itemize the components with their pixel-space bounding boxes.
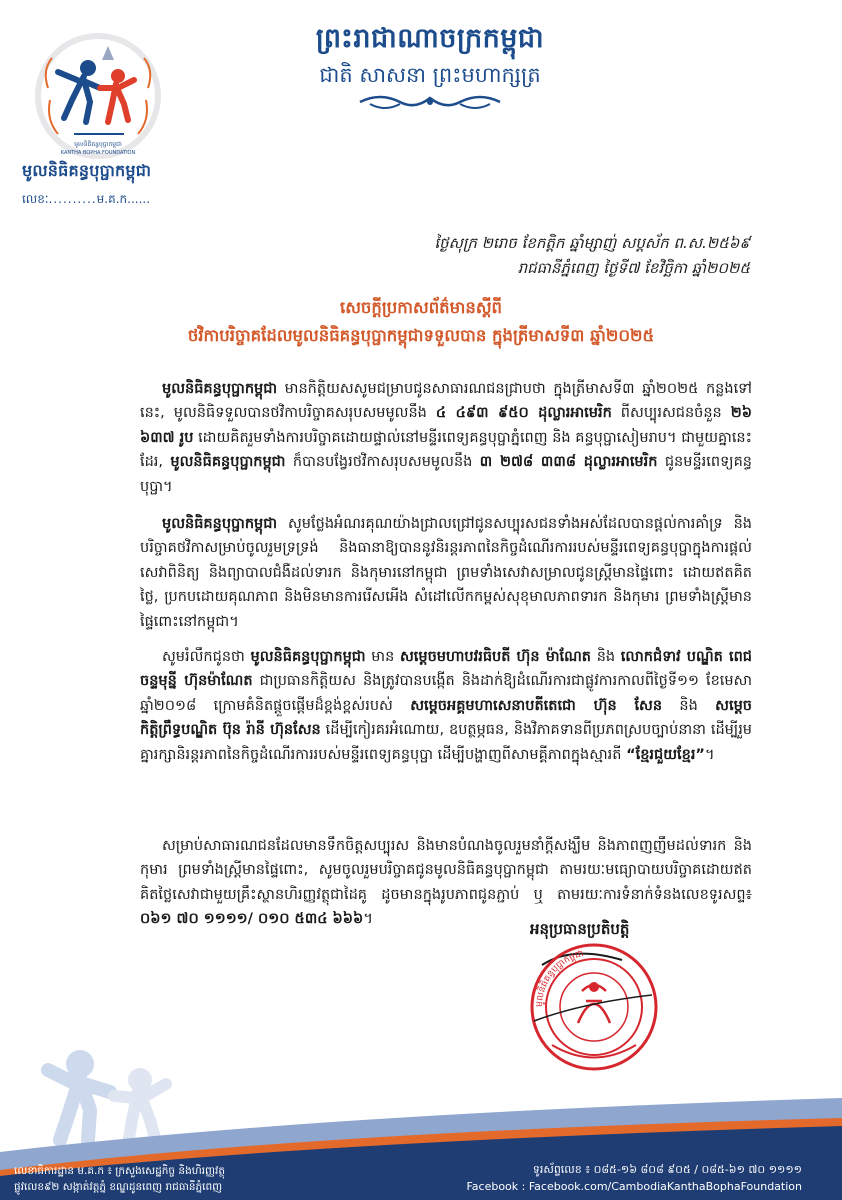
signatory-title: អនុប្រធានប្រតិបត្តិ (530, 920, 630, 938)
reference-label: លេខៈ (22, 192, 49, 206)
reference-number (22, 191, 222, 209)
lunar-date: ថ្ងៃសុក្រ ២រោច ខែកត្តិក ឆ្នាំម្សាញ់ សប្តស័ក ព.ស.២៥៦៩ (434, 234, 750, 252)
svg-text:KANTHA BOPHA FOUNDATION: KANTHA BOPHA FOUNDATION (60, 150, 136, 156)
svg-text:មូលនិធិគន្ធបុប្ផាកម្ពុជា: មូលនិធិគន្ធបុប្ផាកម្ពុជា (74, 141, 122, 148)
solar-date: រាជធានីភ្នំពេញ ថ្ងៃទី៧ ខែវិច្ឆិកា ឆ្នាំ២០២៥ (517, 259, 750, 277)
paragraph-how-to-donate: សម្រាប់សាធារណជនដែលមានទឹកចិត្តសប្បុរស និងមានបំណងចូលរួមនាំក្តីសង្ឃឹម និងភាពញញឹមដល់ទារក និងកុមារ ព្រមទាំងស្ត្រីមានផ្ទៃពោះ, សូមចូលរួមបរិច្ចាគជូនមូលនិធិគន្ធបុប្ផាកម្ពុជា តាមរយៈមធ្យោបាយបរិច្ចាគដោយឥតគិតថ្លៃសេវាជាមួយគ្រឹះស្ថានហិរញ្ញវត្ថុជាដៃគូ ដូចមានក្នុងរូបភាពជូនភ្ជាប់ ឬ តាមរយៈការទំនាក់ទំនងលេខទូរសព្ទ៖ ០៦១ ៧០ ១១១១/ ០១០ ៥៣៤ ៦៦៦។ (140, 838, 752, 928)
footer-address-line2: ផ្លូវលេខ៩២ សង្កាត់វត្តភ្នំ ខណ្ឌដូនពេញ រាជធានីភ្នំពេញ (14, 1181, 223, 1193)
document-title: សេចក្តីប្រកាសព័ត៌មានស្តីពី (339, 298, 503, 317)
foundation-logo-icon (28, 30, 168, 162)
document-subtitle: ថវិកាបរិច្ចាគដែលមូលនិធិគន្ធបុប្ផាកម្ពុជាទទួលបាន ក្នុងត្រីមាសទី៣ ឆ្នាំ២០២៥ (187, 326, 655, 345)
ornament-divider-icon (355, 92, 505, 112)
official-seal-icon (512, 925, 672, 1075)
paragraph-thanks: មូលនិធិគន្ធបុប្ផាកម្ពុជា សូមថ្លែងអំណរគុណយ៉ាងជ្រាលជ្រៅជូនសប្បុរសជនទាំងអស់ដែលបានផ្តល់ការគាំទ្រ និងបរិច្ចាគថវិកាសម្រាប់ចូលរួមទ្រទ្រង់ និងធានាឱ្យបាននូវនិរន្តរភាពនៃកិច្ចដំណើរការរបស់មន្ទីរពេទ្យគន្ធបុប្ផាក្នុងការផ្តល់សេវាពិនិត្យ និងព្យាបាលជំងឺដល់ទារក និងកុមារនៅកម្ពុជា ព្រមទាំងសេវាសម្រាលជូនស្ត្រីមានផ្ទៃពោះ ដោយឥតគិតថ្លៃ, ប្រកបដោយគុណភាព និងមិនមានការរើសអើង សំដៅលើកកម្ពស់សុខុមាលភាពទារក និងកុមារ ព្រមទាំងស្ត្រីមានផ្ទៃពោះនៅកម្ពុជា។ (140, 516, 752, 630)
footer-address-line1: លេខាធិការដ្ឋាន ម.គ.ក ៖ ក្រសួងសេដ្ឋកិច្ច និងហិរញ្ញវត្ថុ (14, 1165, 226, 1177)
reference-suffix: ម.គ.ក...... (96, 192, 151, 206)
svg-text:មូលនិធិគន្ធបុប្ផាកម្ពុជា: មូលនិធិគន្ធបុប្ផាកម្ពុជា (534, 949, 585, 1008)
paragraph-donations-received: មូលនិធិគន្ធបុប្ផាកម្ពុជា មានកិត្តិយសសូមជម្រាបជូនសាធារណជនជ្រាបថា ក្នុងត្រីមាសទី៣ ឆ្នាំ២០២៥ កន្លងទៅនេះ, មូលនិធិទទួលបានថវិកាបរិច្ចាគសរុបសមមូលនឹង ៤ ៤៩៣ ៩៥០ ដុល្លារអាមេរិក ពីសប្បុរសជនចំនួន ២៦ ៦៣៧ រូប ដោយគិតរួមទាំងការបរិច្ចាគដោយផ្ទាល់នៅមន្ទីរពេទ្យគន្ធបុប្ផាភ្នំពេញ និង គន្ធបុប្ផាសៀមរាប។ ជាមួយគ្នានេះដែរ, មូលនិធិគន្ធបុប្ផាកម្ពុជា ក៏បានបង្វែរថវិកាសរុបសមមូលនឹង ៣ ២៧៨ ៣៣៨ ដុល្លារអាមេរិក ជូនមន្ទីរពេទ្យគន្ធបុប្ផា។ (140, 381, 753, 495)
footer-facebook-link[interactable]: Facebook : Facebook.com/CambodiaKanthaBophaFoundation (466, 1180, 802, 1193)
paragraph-foundation-history: សូមរំលឹកជូនថា មូលនិធិគន្ធបុប្ផាកម្ពុជា មាន សម្តេចមហាបវរធិបតី ហ៊ុន ម៉ាណែត និង លោកជំទាវ បណ្ឌិត ពេជ ចន្ទមុន្នី ហ៊ុនម៉ាណែត ជាប្រធានកិត្តិយស និងត្រូវបានបង្កើត និងដាក់ឱ្យដំណើរការជាផ្លូវការកាលពីថ្ងៃទី១១ ខែមេសា ឆ្នាំ២០១៨ ក្រោមគំនិតផ្តួចផ្តើមដ៏ខ្ពង់ខ្ពស់របស់ សម្តេចអគ្គមហាសេនាបតីតេជោ ហ៊ុន សែន និង សម្តេចកិត្តិព្រឹទ្ធបណ្ឌិត ប៊ុន រ៉ានី ហ៊ុនសែន ដើម្បីកៀរគរអំណោយ, ឧបត្ថម្ភធន, និងវិភាគទានពីប្រភពស្របច្បាប់នានា ដើម្បីរួមគ្នារក្សានិរន្តរភាពនៃកិច្ចដំណើរការរបស់មន្ទីរពេទ្យគន្ធបុប្ផា ដើម្បីបង្ហាញពីសាមគ្គីភាពក្នុងស្មារតី “ខ្មែរជួយខ្មែរ”។ (140, 649, 753, 763)
footer-phone: ទូរស័ព្ទលេខ ៖ ០៨៥-១៦ ៨០៨ ៩០៥ / ០៨៥-៦១ ៧០ ១១១១ (532, 1163, 802, 1176)
organization-name: មូលនិធិគន្ធបុប្ផាកម្ពុជា (22, 161, 152, 180)
national-motto: ជាតិ សាសនា ព្រះមហាក្សត្រ (319, 63, 541, 87)
reference-dots: .......... (48, 192, 97, 206)
kingdom-heading: ព្រះរាជាណាចក្រកម្ពុជា (315, 23, 545, 54)
